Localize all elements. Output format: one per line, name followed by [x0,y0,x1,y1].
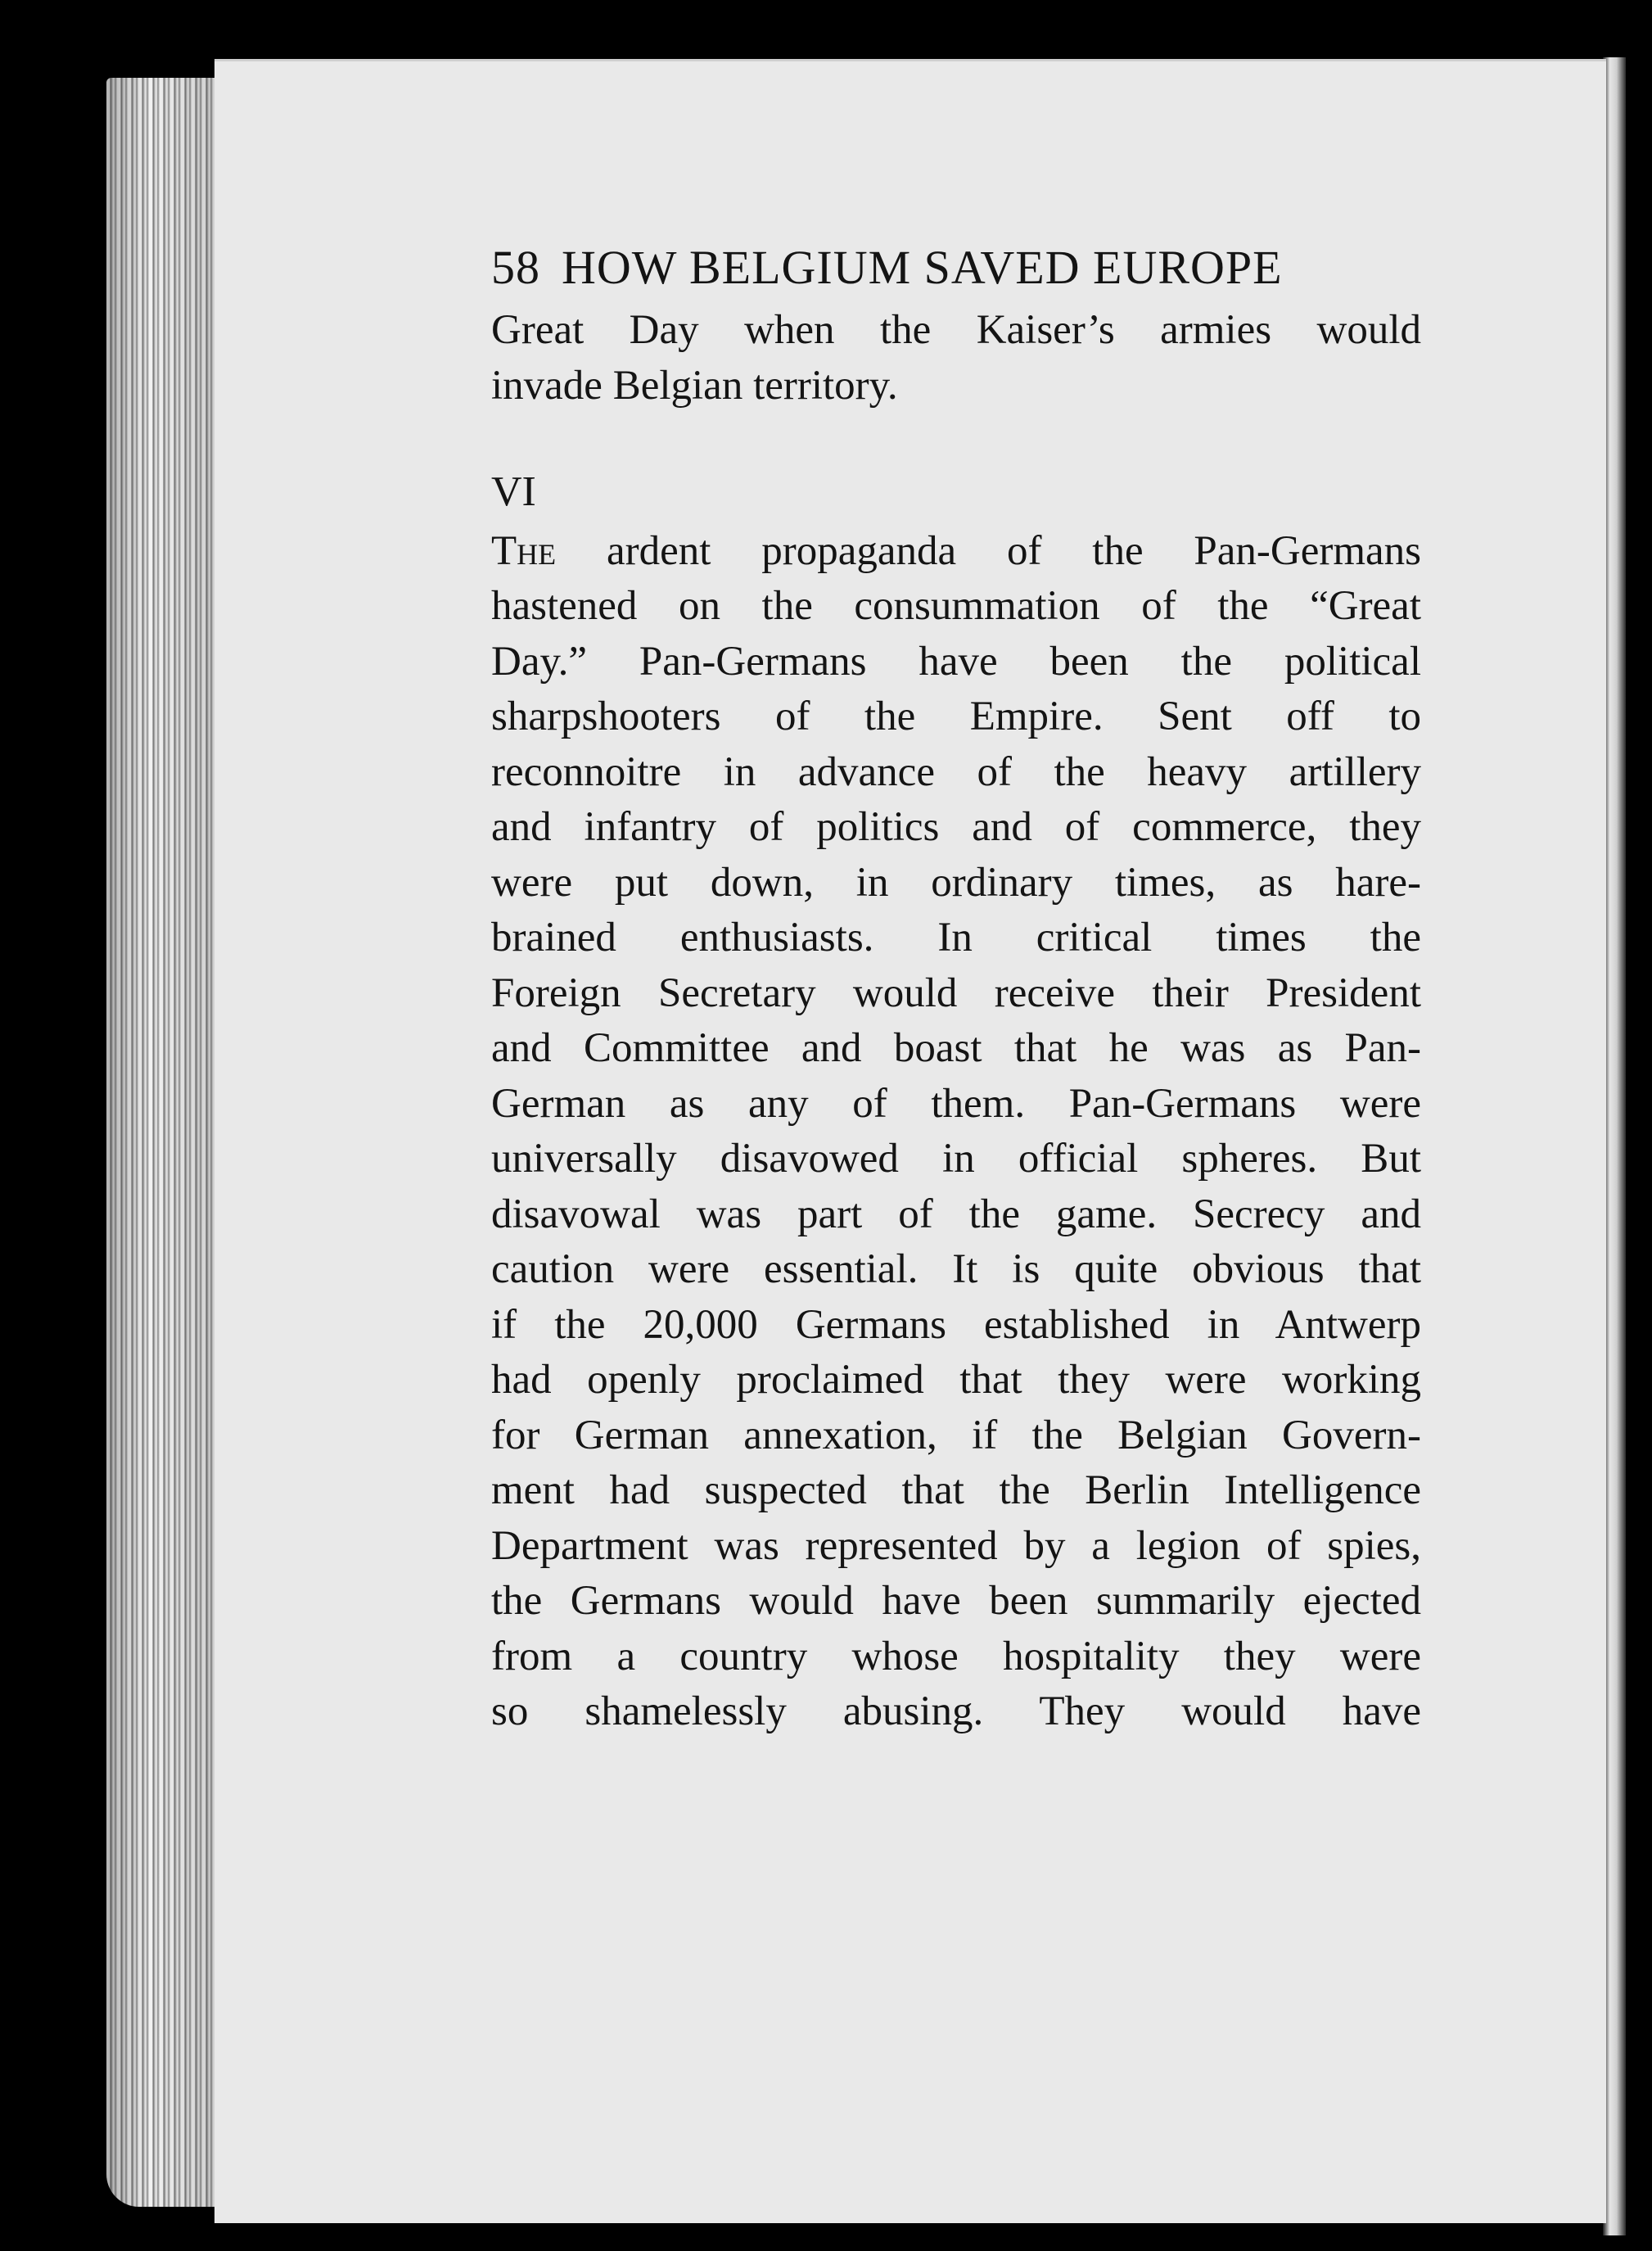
text-line: Department was represented by a legion of spies, [491,1522,1421,1569]
text-line: German as any of them. Pan-Germans were [491,1080,1421,1127]
text-line: caution were essential. It is quite obvious that [491,1246,1421,1292]
page-text [491,303,1421,1740]
text-line: if the 20,000 Germans established in Antwerp [491,1301,1421,1348]
page-number: 58 [491,241,540,294]
text-line: so shamelessly abusing. They would have [491,1688,1421,1734]
text-line: Day.” Pan-Germans have been the political [491,638,1421,685]
page-edges-shadow [106,78,217,2207]
text-line: brained enthusiasts. In critical times the [491,915,1421,961]
text-line: reconnoitre in advance of the heavy artillery [491,748,1421,795]
text-line: ment had suspected that the Berlin Intelligence [491,1467,1421,1513]
text-line: were put down, in ordinary times, as hare- [491,859,1421,906]
first-line-rest: ardent propaganda of the Pan-Germans [556,527,1421,574]
section-heading: VI [491,468,536,515]
text-line: Great Day when the Kaiser’s armies would [491,307,1421,353]
text-line: and infantry of politics and of commerce, they [491,804,1421,850]
text-line: had openly proclaimed that they were working [491,1357,1421,1403]
text-line: and Committee and boast that he was as Pan- [491,1025,1421,1071]
text-line: for German annexation, if the Belgian Govern- [491,1412,1421,1458]
running-head [491,239,1424,296]
facing-page-edge [1603,57,1626,2235]
text-line: universally disavowed in official spheres. But [491,1136,1421,1182]
text-line: the Germans would have been summarily ejected [491,1578,1421,1624]
lead-word: The [491,527,557,574]
text-line-first [491,524,1421,580]
text-line: hastened on the consummation of the “Great [491,583,1421,629]
text-line: disavowal was part of the game. Secrecy and [491,1191,1421,1237]
running-head-title: HOW BELGIUM SAVED EUROPE [562,241,1283,294]
text-line: from a country whose hospitality they were [491,1633,1421,1679]
text-line: sharpshooters of the Empire. Sent off to [491,694,1421,739]
text-line: invade Belgian territory. [491,362,898,409]
text-line: Foreign Secretary would receive their President [491,970,1421,1016]
